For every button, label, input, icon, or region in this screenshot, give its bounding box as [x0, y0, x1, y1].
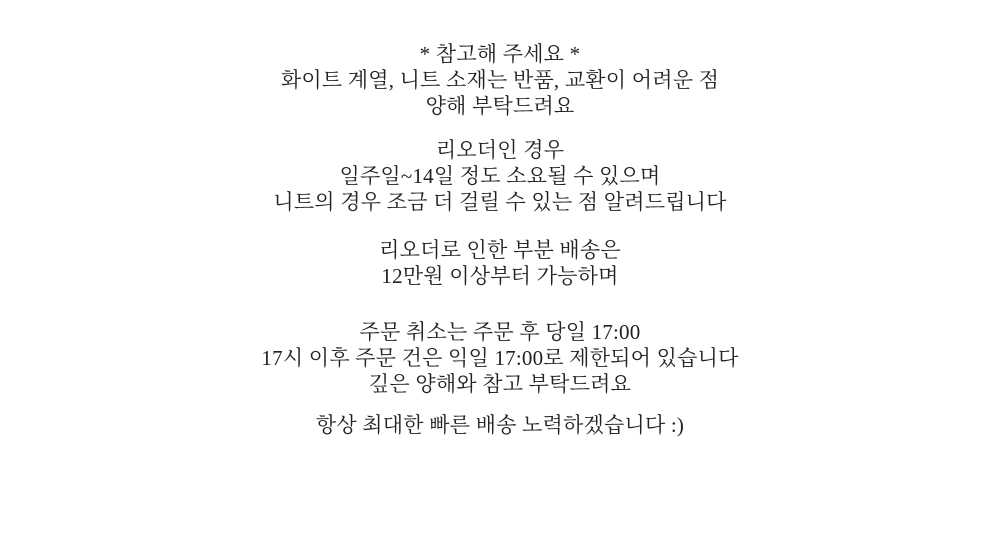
notice-paragraph-order-cancel [0, 319, 1000, 397]
notice-paragraph-partial-shipping [0, 237, 1000, 289]
notice-line: 주문 취소는 주문 후 당일 17:00 [359, 320, 641, 344]
notice-line: 양해 부탁드려요 [425, 94, 575, 118]
notice-line: 17시 이후 주문 건은 익일 17:00로 제한되어 있습니다 [261, 346, 739, 370]
notice-title: * 참고해 주세요 * [419, 42, 581, 66]
notice-line: 일주일~14일 정도 소요될 수 있으며 [339, 164, 661, 188]
notice-paragraph-reorder-time [0, 137, 1000, 215]
notice-line: 12만원 이상부터 가능하며 [381, 264, 619, 288]
notice-line: 깊은 양해와 참고 부탁드려요 [368, 372, 632, 396]
notice-line: 항상 최대한 빠른 배송 노력하겠습니다 :) [315, 413, 685, 437]
notice-line: 화이트 계열, 니트 소재는 반품, 교환이 어려운 점 [280, 68, 720, 92]
notice-line: 리오더로 인한 부분 배송은 [379, 238, 621, 262]
notice-line: 니트의 경우 조금 더 걸릴 수 있는 점 알려드립니다 [273, 190, 727, 214]
notice-line: 리오더인 경우 [435, 138, 565, 162]
notice-paragraph-closing [0, 412, 1000, 438]
notice-paragraph-caution [0, 41, 1000, 119]
